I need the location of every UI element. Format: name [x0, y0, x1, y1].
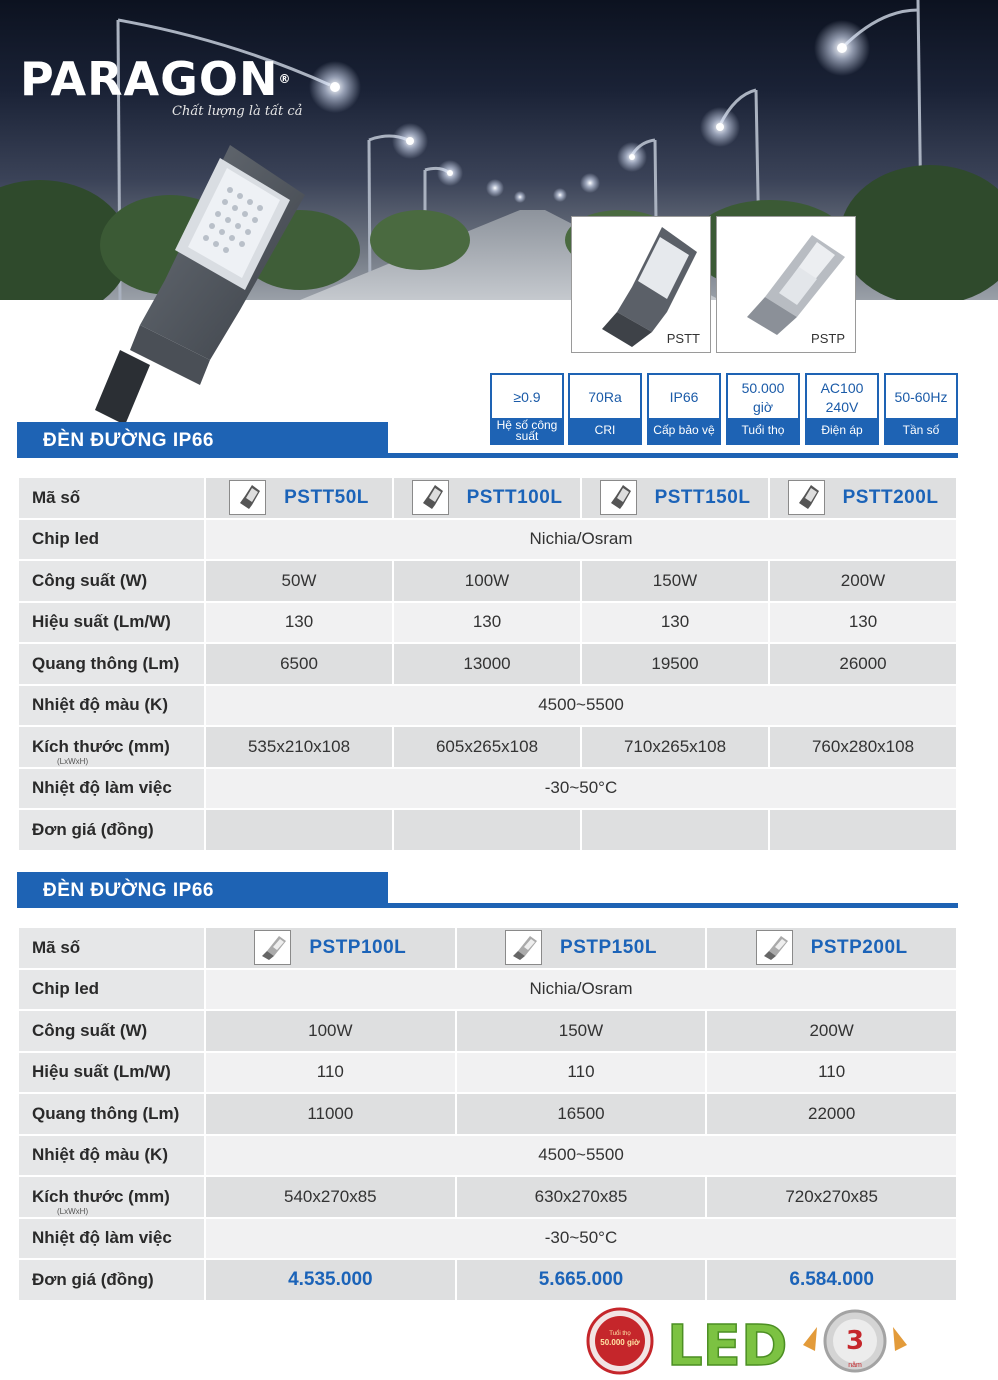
- price-cell: [769, 809, 957, 851]
- table-row: [18, 1052, 957, 1094]
- section-rule: [17, 453, 958, 458]
- section-heading-pstt: [17, 422, 958, 458]
- table-row: [18, 809, 957, 851]
- table-cell: 630x270x85: [456, 1176, 707, 1218]
- size-label: Kích thước (mm): [32, 736, 170, 756]
- model-cell: [393, 477, 581, 519]
- table-cell: 540x270x85: [205, 1176, 456, 1218]
- badge-label: CRI: [570, 418, 640, 443]
- row-label: Hiệu suất (Lm/W): [18, 602, 205, 644]
- section-heading-pstp: [17, 872, 958, 908]
- cct-value: 4500~5500: [205, 685, 957, 727]
- led-logo-text: LED: [667, 1314, 788, 1377]
- table-row: [18, 560, 957, 602]
- footer-certification-logos: [585, 1305, 915, 1377]
- product-thumb-pstt: [571, 216, 711, 353]
- street-lamp-pstt-image: [80, 140, 320, 430]
- badge-value: 70Ra: [588, 389, 622, 405]
- table-cell: 200W: [706, 1010, 957, 1052]
- badge-label: Tuổi thọ: [728, 418, 798, 443]
- table-row: [18, 1010, 957, 1052]
- table-cell: 130: [769, 602, 957, 644]
- table-row: [18, 602, 957, 644]
- row-label: Chip led: [18, 519, 205, 561]
- price-cell: 4.535.000: [205, 1259, 456, 1301]
- badge-value: 50-60Hz: [894, 389, 948, 405]
- row-label: [18, 726, 205, 768]
- table-cell: 200W: [769, 560, 957, 602]
- warranty-years: 3: [845, 1326, 865, 1356]
- table-cell: 130: [205, 602, 393, 644]
- badge-label: Tần số: [886, 418, 956, 443]
- row-label: Nhiệt độ màu (K): [18, 1135, 205, 1177]
- row-label: [18, 1176, 205, 1218]
- table-cell: 26000: [769, 643, 957, 685]
- table-cell: 710x265x108: [581, 726, 769, 768]
- table-cell: 11000: [205, 1093, 456, 1135]
- price-cell: [205, 809, 393, 851]
- warranty-badge-icon: [803, 1311, 907, 1371]
- badge-label: Điện áp: [807, 418, 877, 443]
- badge-value: AC100 240V: [820, 379, 864, 415]
- lamp-thumbnail-icon: [229, 480, 266, 515]
- lamp-thumbnail-icon: [788, 480, 825, 515]
- price-cell: 6.584.000: [706, 1259, 957, 1301]
- model-code: PSTP150L: [560, 936, 657, 958]
- row-label: Nhiệt độ làm việc: [18, 1218, 205, 1260]
- model-cell: [769, 477, 957, 519]
- badge-value: IP66: [669, 389, 699, 405]
- table-cell: 535x210x108: [205, 726, 393, 768]
- lamp-thumbnail-icon: [600, 480, 637, 515]
- table-cell: 50W: [205, 560, 393, 602]
- table-row: [18, 643, 957, 685]
- model-code: PSTT50L: [284, 486, 369, 508]
- chip-value: Nichia/Osram: [205, 969, 957, 1011]
- table-row: [18, 768, 957, 810]
- cct-value: 4500~5500: [205, 1135, 957, 1177]
- table-row: [18, 1135, 957, 1177]
- section-title: ĐÈN ĐƯỜNG IP66: [43, 430, 214, 451]
- table-row: [18, 1218, 957, 1260]
- size-sublabel: (LxWxH): [57, 1206, 89, 1216]
- price-cell: [393, 809, 581, 851]
- table-row: [18, 1093, 957, 1135]
- table-cell: 19500: [581, 643, 769, 685]
- model-cell: [581, 477, 769, 519]
- table-row: [18, 519, 957, 561]
- row-label: Quang thông (Lm): [18, 643, 205, 685]
- table-cell: 110: [456, 1052, 707, 1094]
- lamp-thumbnail-icon: [412, 480, 449, 515]
- model-cell: [205, 927, 456, 969]
- table-cell: 16500: [456, 1093, 707, 1135]
- seal-line1: Tuổi thọ: [609, 1331, 631, 1337]
- lamp-thumbnail-icon: [254, 930, 291, 965]
- badge-value: 50.000 giờ: [741, 379, 785, 415]
- badge-value: ≥0.9: [513, 389, 541, 405]
- warranty-label: năm: [848, 1362, 862, 1369]
- model-code: PSTT150L: [654, 486, 751, 508]
- thumb-caption-pstp: PSTP: [811, 331, 845, 346]
- spec-table-pstp: [17, 926, 958, 1302]
- row-label: Đơn giá (đồng): [18, 1259, 205, 1301]
- table-cell: 605x265x108: [393, 726, 581, 768]
- price-cell: [581, 809, 769, 851]
- table-cell: 720x270x85: [706, 1176, 957, 1218]
- table-cell: 760x280x108: [769, 726, 957, 768]
- model-code: PSTT200L: [842, 486, 939, 508]
- table-row: [18, 1259, 957, 1301]
- table-cell: 130: [581, 602, 769, 644]
- registered-mark: ®: [278, 72, 292, 86]
- table-row: [18, 726, 957, 768]
- table-row: [18, 927, 957, 969]
- price-cell: 5.665.000: [456, 1259, 707, 1301]
- table-cell: 100W: [205, 1010, 456, 1052]
- table-cell: 150W: [581, 560, 769, 602]
- section-title: ĐÈN ĐƯỜNG IP66: [43, 880, 214, 901]
- temp-value: -30~50°C: [205, 1218, 957, 1260]
- row-label: Mã số: [18, 477, 205, 519]
- row-label: Nhiệt độ màu (K): [18, 685, 205, 727]
- seal-line2: 50.000 giờ: [600, 1338, 640, 1347]
- row-label: Chip led: [18, 969, 205, 1011]
- table-cell: 110: [706, 1052, 957, 1094]
- table-row: [18, 685, 957, 727]
- size-sublabel: (LxWxH): [57, 756, 89, 766]
- row-label: Công suất (W): [18, 560, 205, 602]
- chip-value: Nichia/Osram: [205, 519, 957, 561]
- table-row: [18, 477, 957, 519]
- row-label: Đơn giá (đồng): [18, 809, 205, 851]
- table-cell: 100W: [393, 560, 581, 602]
- table-cell: 110: [205, 1052, 456, 1094]
- table-cell: 6500: [205, 643, 393, 685]
- thumb-caption-pstt: PSTT: [666, 331, 700, 346]
- model-code: PSTT100L: [466, 486, 563, 508]
- lamp-thumbnail-icon: [756, 930, 793, 965]
- table-row: [18, 969, 957, 1011]
- size-label: Kích thước (mm): [32, 1186, 170, 1206]
- lifetime-seal-icon: [588, 1309, 652, 1373]
- row-label: Công suất (W): [18, 1010, 205, 1052]
- badge-label: Cấp bảo vệ: [649, 418, 719, 443]
- row-label: Mã số: [18, 927, 205, 969]
- brand-logo: [20, 52, 303, 119]
- table-cell: 150W: [456, 1010, 707, 1052]
- spec-table-pstt: [17, 476, 958, 852]
- row-label: Nhiệt độ làm việc: [18, 768, 205, 810]
- model-cell: [205, 477, 393, 519]
- badge-label: Hệ số công suất: [492, 418, 562, 443]
- lamp-thumbnail-icon: [505, 930, 542, 965]
- temp-value: -30~50°C: [205, 768, 957, 810]
- table-cell: 13000: [393, 643, 581, 685]
- brand-tagline: Chất lượng là tất cả: [172, 104, 303, 119]
- product-thumb-pstp: [716, 216, 856, 353]
- model-cell: [456, 927, 707, 969]
- table-cell: 130: [393, 602, 581, 644]
- model-cell: [706, 927, 957, 969]
- row-label: Quang thông (Lm): [18, 1093, 205, 1135]
- row-label: Hiệu suất (Lm/W): [18, 1052, 205, 1094]
- model-code: PSTP100L: [309, 936, 407, 958]
- table-cell: 22000: [706, 1093, 957, 1135]
- model-code: PSTP200L: [810, 936, 908, 958]
- section-rule: [17, 903, 958, 908]
- table-row: [18, 1176, 957, 1218]
- brand-name: PARAGON: [20, 52, 279, 106]
